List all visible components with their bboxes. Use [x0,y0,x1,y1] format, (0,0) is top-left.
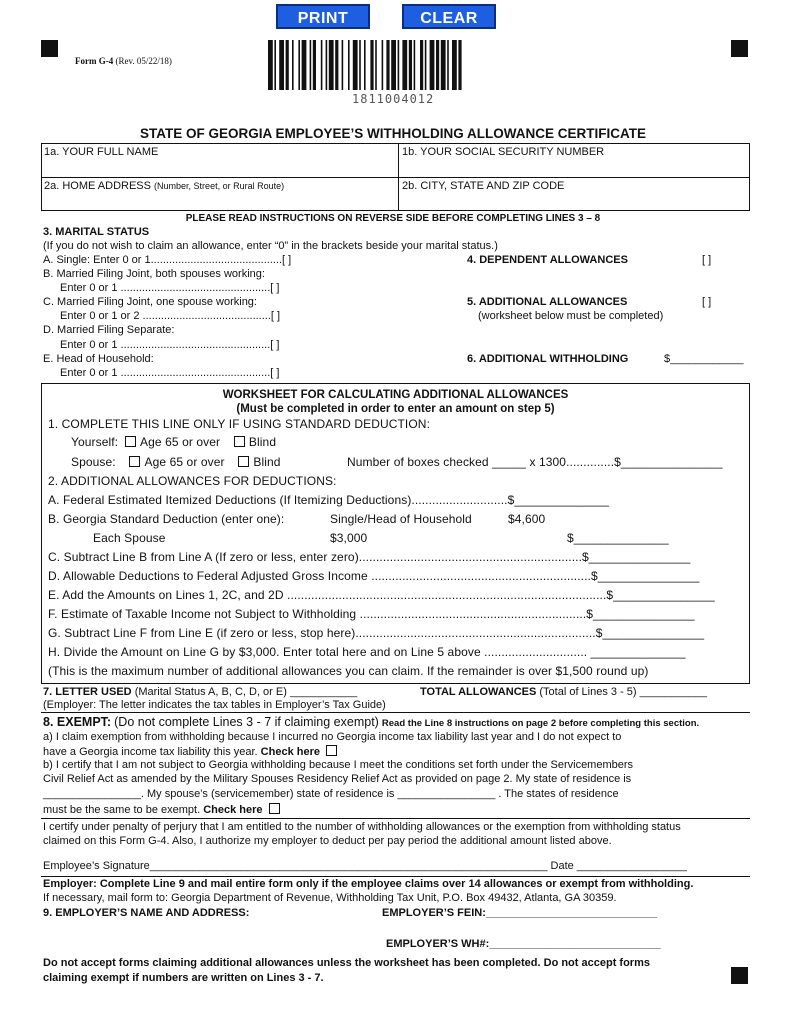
worksheet-line-b: B. Georgia Standard Deduction (enter one): [48,512,285,526]
exempt-heading: 8. EXEMPT: (Do not complete Lines 3 - 7 if claiming exempt) Read the Line 8 instructions on page 2 before completing this section. [43,715,700,729]
each-spouse-amount: $3,000 [330,531,368,545]
yourself-blind-checkbox[interactable] [234,436,245,447]
employee-signature-field[interactable]: Employee’s Signature_________________________________________________________________ Date __________________ [43,860,687,872]
marital-status-heading: 3. MARITAL STATUS [43,226,150,238]
yourself-row [71,435,276,449]
exempt-a-line1: a) I claim exemption from withholding because I incurred no Georgia income tax liability last year and I do not expect to [43,731,622,743]
each-spouse-label: Each Spouse [93,531,166,545]
ssn-field[interactable]: 1b. YOUR SOCIAL SECURITY NUMBER [402,146,605,158]
boxes-checked-field[interactable]: Number of boxes checked _____ x 1300..............$_______________ [347,455,723,469]
age65-label: Age 65 or over [140,435,221,449]
worksheet-line-d[interactable]: D. Allowable Deductions to Federal Adjusted Gross Income ................................................................$_______________ [48,569,700,583]
age65-label: Age 65 or over [144,455,225,469]
spouse-blind-checkbox[interactable] [238,456,249,467]
spouse-row [71,455,281,469]
spouse-label: Spouse: [71,455,116,469]
worksheet-line-h[interactable]: H. Divide the Amount on Line G by $3,000. Enter total here and on Line 5 above .............................. ______________ [48,645,686,659]
marital-head-household-entry[interactable]: Enter 0 or 1 .................................................[ ] [60,367,280,379]
yourself-age65-checkbox[interactable] [125,436,136,447]
line-b-field[interactable]: $______________ [567,531,669,545]
certify-line1: I certify under penalty of perjury that I am entitled to the number of withholding allowances or the exemption from withholding status [43,821,681,833]
registration-mark [41,40,58,57]
exempt-b-line2: Civil Relief Act as amended by the Military Spouses Residency Relief Act as provided on page 2. My state of residence is [43,773,632,785]
worksheet-line-f[interactable]: F. Estimate of Taxable Income not Subject to Withholding ..................................................................$_______________ [48,607,695,621]
footer-line2: claiming exempt if numbers are written on Lines 3 - 7. [43,972,324,984]
worksheet-line-a[interactable]: A. Federal Estimated Itemized Deductions (If Itemizing Deductions)............................$______________ [48,493,610,507]
marital-joint-both: B. Married Filing Joint, both spouses working: [43,268,265,280]
marital-status-note: (If you do not wish to claim an allowance, enter “0” in the brackets beside your marital status.) [43,240,498,252]
employer-instruction: Employer: Complete Line 9 and mail entire form only if the employee claims over 14 allowances or exempt from withholding. [43,878,694,890]
marital-joint-one: C. Married Filing Joint, one spouse working: [43,296,257,308]
blind-label: Blind [248,435,277,449]
yourself-label: Yourself: [71,435,119,449]
marital-single[interactable]: A. Single: Enter 0 or 1...........................................[ ] [43,254,292,266]
additional-allowances-note: (worksheet below must be completed) [478,310,664,322]
marital-head-household: E. Head of Household: [43,353,154,365]
marital-separate-entry[interactable]: Enter 0 or 1 .................................................[ ] [60,339,280,351]
full-name-field[interactable]: 1a. YOUR FULL NAME [44,146,159,158]
worksheet-line-g[interactable]: G. Subtract Line F from Line E (if zero or less, stop here)......................................................................$_______________ [48,626,705,640]
divider [41,177,750,178]
certify-line2: claimed on this Form G-4. Also, I authorize my employer to deduct per pay period the additional amount listed above. [43,835,612,847]
single-hoh-label: Single/Head of Household [330,512,472,526]
city-state-zip-field[interactable]: 2b. CITY, STATE AND ZIP CODE [402,180,565,192]
form-id: Form G-4 (Rev. 05/22/18) [75,56,172,66]
exempt-b-checkbox[interactable] [269,803,280,814]
marital-separate: D. Married Filing Separate: [43,324,175,336]
worksheet-title: WORKSHEET FOR CALCULATING ADDITIONAL ALLOWANCES [222,389,569,401]
form-title: STATE OF GEORGIA EMPLOYEE’S WITHHOLDING ALLOWANCE CERTIFICATE [140,126,646,141]
employer-name-address-label[interactable]: 9. EMPLOYER’S NAME AND ADDRESS: [43,907,250,919]
instructions: PLEASE READ INSTRUCTIONS ON REVERSE SIDE BEFORE COMPLETING LINES 3 – 8 [185,213,601,224]
spouse-age65-checkbox[interactable] [129,456,140,467]
worksheet-line-2: 2. ADDITIONAL ALLOWANCES FOR DEDUCTIONS: [48,474,337,488]
exempt-a-line2: have a Georgia income tax liability this year. Check here [43,745,341,758]
divider [398,143,399,211]
letter-used-row[interactable]: 7. LETTER USED (Marital Status A, B, C, D, or E) ___________ [43,686,358,698]
barcode-number: 1811004012 [352,92,435,106]
divider [41,876,750,877]
exempt-a-checkbox[interactable] [326,745,337,756]
divider [41,712,750,713]
employer-wh-field[interactable]: EMPLOYER’S WH#:____________________________ [386,938,661,950]
additional-allowances-field[interactable]: [ ] [702,296,712,308]
registration-mark [731,967,748,984]
clear-button[interactable]: CLEAR [402,4,496,29]
worksheet-line-c[interactable]: C. Subtract Line B from Line A (If zero or less, enter zero).................................................................$_______________ [48,550,691,564]
worksheet-max-note: (This is the maximum number of additional allowances you can claim. If the remainder is over $1,500 round up) [48,664,649,678]
single-hoh-amount: $4,600 [508,512,546,526]
divider [41,818,750,819]
mail-address: If necessary, mail form to: Georgia Department of Revenue, Withholding Tax Unit, P.O. Box 49432, Atlanta, GA 30359. [43,892,617,904]
employer-fein-field[interactable]: EMPLOYER’S FEIN:____________________________ [382,907,658,919]
total-allowances-field[interactable]: TOTAL ALLOWANCES (Total of Lines 3 - 5) ___________ [420,686,707,698]
home-address-field[interactable]: 2a. HOME ADDRESS (Number, Street, or Rural Route) [44,180,285,192]
worksheet-line-e[interactable]: E. Add the Amounts on Lines 1, 2C, and 2D .............................................................................................$_______________ [48,588,715,602]
marital-joint-both-entry[interactable]: Enter 0 or 1 .................................................[ ] [60,282,280,294]
worksheet-subtitle: (Must be completed in order to enter an amount on step 5) [236,403,555,415]
registration-mark [731,40,748,57]
letter-used-note: (Employer: The letter indicates the tax tables in Employer’s Tax Guide) [43,699,386,711]
additional-withholding-field[interactable]: $____________ [664,353,744,365]
dependent-allowances-field[interactable]: [ ] [702,254,712,266]
exempt-b-line1: b) I certify that I am not subject to Georgia withholding because I meet the conditions set forth under the Servicemembers [43,759,634,771]
print-button[interactable]: PRINT [276,4,370,29]
state-residence-fields[interactable]: ________________. My spouse’s (servicemember) state of residence is ________________ . The states of residence [43,788,619,800]
barcode [268,40,526,90]
exempt-b-line4: must be the same to be exempt. Check here [43,803,284,816]
additional-withholding-label: 6. ADDITIONAL WITHHOLDING [467,353,629,365]
blind-label: Blind [253,455,281,469]
additional-allowances-label: 5. ADDITIONAL ALLOWANCES [467,296,628,308]
worksheet-line-1: 1. COMPLETE THIS LINE ONLY IF USING STANDARD DEDUCTION: [48,417,431,431]
dependent-allowances-label: 4. DEPENDENT ALLOWANCES [467,254,628,266]
footer-line1: Do not accept forms claiming additional allowances unless the worksheet has been completed. Do not accept forms [43,957,650,969]
marital-joint-one-entry[interactable]: Enter 0 or 1 or 2 ..........................................[ ] [60,310,281,322]
